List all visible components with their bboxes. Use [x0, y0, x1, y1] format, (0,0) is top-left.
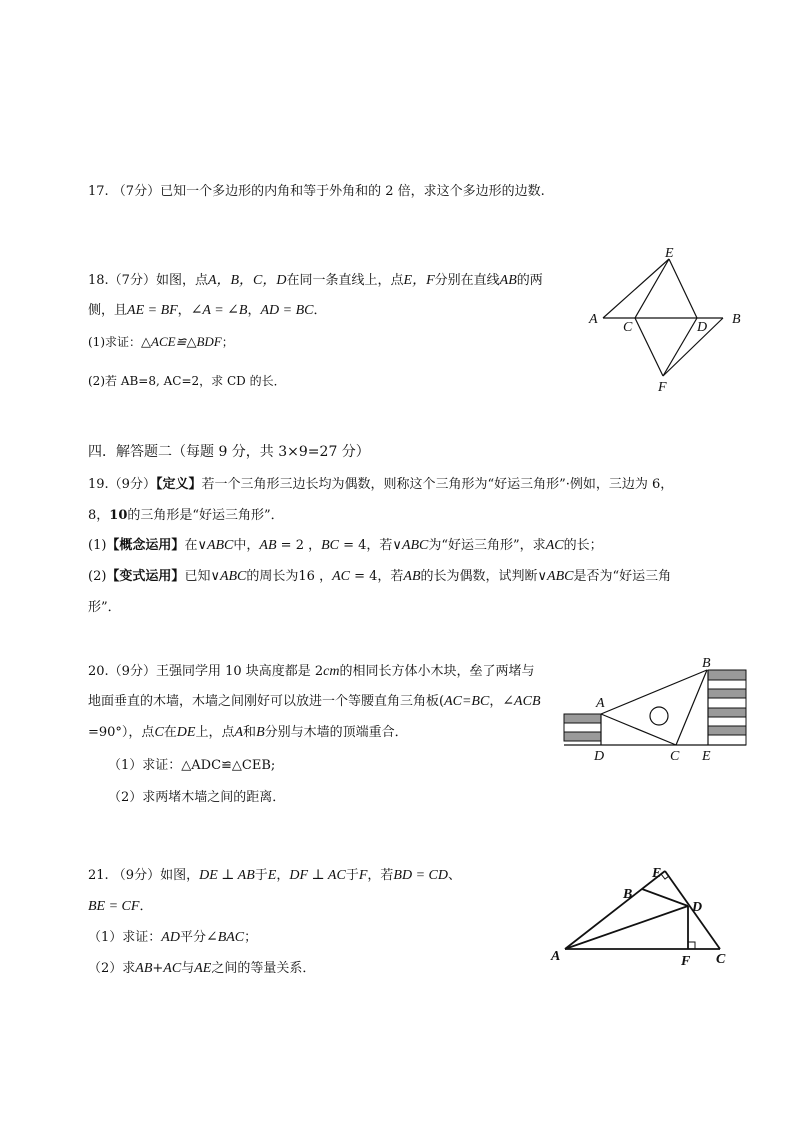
q20-part2: （2）求两堵木墙之间的距离．	[108, 790, 286, 805]
q18-part2: (2)若 AB=8, AC=2，求 CD 的长．	[88, 374, 286, 388]
q18-label-d: D	[697, 320, 708, 335]
q21-label-d: D	[692, 900, 703, 915]
q21-line1: 21. （9分）如图，DE ⊥ AB于E，DF ⊥ AC于F，若BD = CD、	[88, 868, 461, 883]
q19-line1: 19.（9分）【定义】若一个三角形三边长均为偶数，则称这个三角形为“好运三角形”·例如，三边为 6，	[88, 477, 674, 492]
q20-part1: （1）求证：△ADC≌△CEB;	[108, 758, 276, 773]
q21-part2: （2）求AB+AC与AE之间的等量关系．	[88, 961, 316, 976]
q18-label-f: F	[658, 380, 667, 395]
q20-label-e: E	[702, 749, 711, 764]
q21-label-b: B	[623, 887, 633, 902]
q20-label-c: C	[670, 749, 680, 764]
q21-label-e: E	[652, 866, 662, 881]
q18-label-e: E	[665, 246, 674, 261]
q20-label-d: D	[594, 749, 605, 764]
q20-line3: =90°），点C在DE上，点A和B分别与木墙的顶端重合．	[88, 725, 408, 740]
q21-label-f: F	[681, 954, 691, 969]
q20-figure	[560, 655, 755, 767]
q18-label-b: B	[732, 312, 741, 327]
q18-figure	[585, 245, 750, 395]
q20-line1: 20.（9分）王强同学用 10 块高度都是 2cm的相同长方体小木块，垒了两堵与	[88, 664, 535, 679]
q20-label-a: A	[596, 696, 605, 711]
q20-line2: 地面垂直的木墙，木墙之间刚好可以放进一个等腰直角三角板(AC=BC，∠ACB	[88, 694, 541, 709]
q20-label-b: B	[702, 656, 711, 671]
q21-line2: BE = CF．	[88, 899, 153, 914]
q21-label-c: C	[716, 952, 726, 967]
section4-heading: 四．解答题二（每题 9 分，共 3×9=27 分）	[88, 444, 370, 460]
q19-part2: (2)【变式运用】已知∨ABC的周长为16 ，AC = 4，若AB的长为偶数，试判断∨ABC是否为“好运三角	[88, 569, 672, 584]
q18-part1: (1)求证：△ACE≌△BDF；	[88, 334, 234, 349]
q19-part2-cont: 形”．	[88, 600, 121, 615]
q21-part1: （1）求证：AD平分∠BAC；	[88, 930, 258, 945]
q18-line2: 侧，且AE = BF，∠A = ∠B，AD = BC．	[88, 303, 327, 318]
q21-figure	[548, 862, 738, 970]
q18-label-a: A	[589, 312, 598, 327]
q21-label-a: A	[551, 949, 561, 964]
q18-label-c: C	[623, 320, 633, 335]
q19-line2: 8，10的三角形是“好运三角形”．	[88, 508, 284, 523]
q18-line1: 18.（7分）如图，点A，B，C，D在同一条直线上，点E，F分别在直线AB的两	[88, 273, 543, 288]
q19-part1: (1)【概念运用】在∨ABC中，AB = 2 ，BC = 4，若∨ABC为“好运三角形”，求AC的长；	[88, 538, 603, 553]
q17-text: 17. （7分）已知一个多边形的内角和等于外角和的 2 倍，求这个多边形的边数.	[88, 184, 545, 199]
